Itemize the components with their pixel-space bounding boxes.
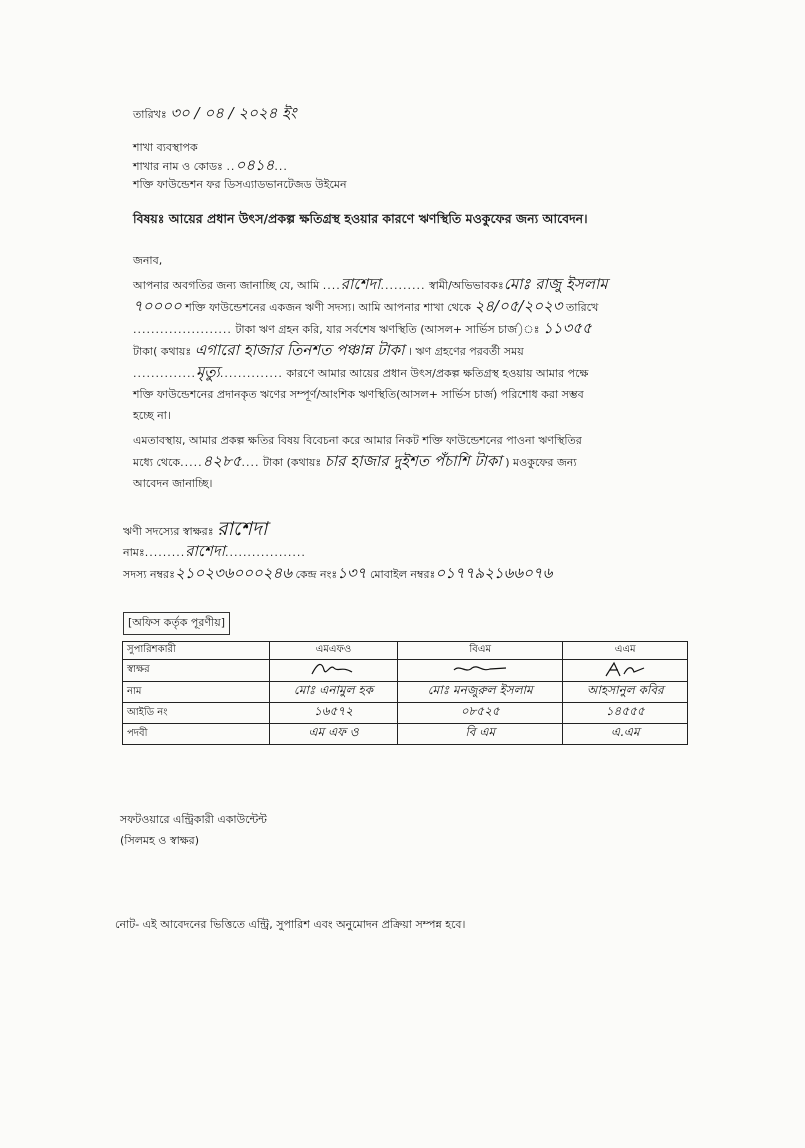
signature-cell [397,660,563,682]
office-use-label: [অফিস কর্তৃক পূরণীয়] [123,612,230,635]
request-text: আবেদন জানাচ্ছি। [133,477,213,490]
request-text: মধ্যে থেকে [133,456,181,469]
signature-scribble-icon [450,660,510,678]
body-text: কারণে আমার আয়ের প্রধান উৎস/প্রকল্প ক্ষতিগ্রস্থ হওয়ায় আমার পক্ষে [286,367,589,380]
branch-code: ০৪১৪ [235,156,275,174]
center-label: কেন্দ্র নংঃ [295,568,338,581]
branch-label: শাখার নাম ও কোডঃ [133,160,223,173]
date-label: তারিখঃ [133,108,167,121]
body-text: শক্তি ফাউন্ডেশনের প্রদানকৃত ঋণের সম্পূর্ণ/আংশিক ঋণস্থিতি(আসল+ সার্ভিস চার্জ) পরিশোধ করা সম্ভব [133,388,584,401]
date-value: ৩০ / ০৪ / ২০২৪ ইং [170,104,297,122]
applicant-name: রাশেদা [340,275,381,293]
waiver-amount: ৪২৮৫ [202,452,242,470]
id-cell: ১৪৫৫৫ [563,703,688,724]
outstanding-amount: ১১৩৫৫ [543,319,592,337]
member-details-line [123,566,552,582]
recipient: শাখা ব্যবস্থাপক [133,141,198,154]
member-no-value: ২১০২৩৬০০০২৪৬ [174,564,292,582]
member-name-line: নামঃ.........রাশেদা.................. [123,542,306,560]
request-paragraph: এমতাবস্থায়, আমার প্রকল্প ক্ষতির বিষয় বিবেচনা করে আমার নিকট শক্তি ফাউন্ডেশনের পাওনা ঋণস্থিতির মধ্যে থেকে.....৪২৮৫.... টাকা (কথায়ঃ চার হাজার দুইশত পঁচাশি টাকা ) মওকুফের জন্য আবেদন জানাচ্ছি। [133,430,673,494]
body-text: শক্তি ফাউন্ডেশনের একজন ঋণী সদস্য। আমি আপনার শাখা থেকে [185,301,471,314]
member-no-label: সদস্য নম্বরঃ [123,568,175,581]
date-line [133,106,296,122]
id-cell: ১৬৫৭২ [270,703,398,724]
loan-date: ২৪/০৫/২০২৩ [474,297,563,315]
table-row [123,724,688,745]
designation-cell: এম এফ ও [270,724,398,745]
row-label: নাম [123,682,270,703]
header-cell: এএম [563,642,688,660]
header-cell: এমএফও [270,642,398,660]
guardian-label: স্বামী/অভিভাবকঃ [428,279,504,292]
designation-cell: বি এম [397,724,563,745]
name-label: নামঃ [123,546,145,559]
mobile-label: মোবাইল নম্বরঃ [369,568,436,581]
body-text: টাকা ঋণ গ্রহন করি, যার সর্বশেষ ঋণস্থিতি (আসল+ সার্ভিস চার্জ)ঃ [235,323,540,336]
table-row [123,660,688,682]
accountant-seal-label: (সিলমহ ও স্বাক্ষর) [120,834,200,847]
table-row [123,682,688,703]
signature-cell [563,660,688,682]
row-label: আইডি নং [123,703,270,724]
body-text: আপনার অবগতির জন্য জানাচ্ছি যে, আমি [133,279,320,292]
signature-cell [270,660,398,682]
header-cell: সুপারিশকারী [123,642,270,660]
body-paragraph: আপনার অবগতির জন্য জানাচ্ছি যে, আমি ....রাশেদা.......... স্বামী/অভিভাবকঃমোঃ রাজু ইসলাম ৭০০০০ শক্তি ফাউন্ডেশনের একজন ঋণী সদস্য। আমি আপনার শাখা থেকে ২৪/০৫/২০২৩ তারিখে ...................... টাকা ঋণ গ্রহন করি, যার সর্বশেষ ঋণস্থিতি (আসল+ সার্ভিস চার্জ)ঃ ১১৩৫৫ টাকা( কথায়ঃ এগারো হাজার তিনশত পঞ্চান্ন টাকা । ঋণ গ্রহণের পরবর্তী সময় ..............মৃত্যু.............. কারণে আমার আয়ের প্রধান উৎস/প্রকল্প ক্ষতিগ্রস্থ হওয়ায় আমার পক্ষে শক্তি ফাউন্ডেশনের প্রদানকৃত ঋণের সম্পূর্ণ/আংশিক ঋণস্থিতি(আসল+ সার্ভিস চার্জ) পরিশোধ করা সম্ভব হচ্ছে না। [133,274,673,426]
salutation: জনাব, [133,254,163,267]
designation-cell: এ.এম [563,724,688,745]
body-text: । ঋণ গ্রহণের পরবর্তী সময় [407,345,524,358]
guardian-name: মোঃ রাজু ইসলাম [503,275,608,293]
amount-in-words: এগারো হাজার তিনশত পঞ্চান্ন টাকা [194,341,405,359]
body-text: তারিখে [566,301,599,314]
office-table [122,641,688,745]
signature-scribble-icon [308,660,358,678]
accountant-label: সফটওয়ারে এন্ট্রিকারী একাউন্টেন্ট [120,813,267,826]
row-label: স্বাক্ষর [123,660,270,682]
body-text: হচ্ছে না। [133,409,171,422]
name-cell: মোঃ এনামুল হক [270,682,398,703]
loss-reason: মৃত্যু [195,363,220,381]
header-cell: বিএম [397,642,563,660]
table-header-row [123,642,688,660]
name-cell: মোঃ মনজুরুল ইসলাম [397,682,563,703]
member-number-text: ৭০০০০ [133,297,182,315]
signature-scribble-icon [600,660,650,678]
branch-line: শাখার নাম ও কোডঃ ..০৪১৪... [133,156,288,174]
footer-note: নোট- এই আবেদনের ভিত্তিতে এন্ট্রি, সুপারিশ এবং অনুমোদন প্রক্রিয়া সম্পন্ন হবে। [115,918,466,931]
request-text: এমতাবস্থায়, আমার প্রকল্প ক্ষতির বিষয় বিবেচনা করে আমার নিকট শক্তি ফাউন্ডেশনের পাওনা ঋণস্থিতির [133,434,582,447]
name-cell: আহসানুল কবির [563,682,688,703]
member-signature-line [123,518,268,540]
row-label: পদবী [123,724,270,745]
request-text: ) মওকুফের জন্য [505,456,577,469]
mobile-value: ০১৭৭৯২১৬৬০৭৬ [435,564,553,582]
subject-line: বিষয়ঃ আয়ের প্রধান উৎস/প্রকল্প ক্ষতিগ্রস্থ হওয়ার কারণে ঋণস্থিতি মওকুফের জন্য আবেদন। [133,211,588,226]
request-text: টাকা (কথায়ঃ [263,456,322,469]
waiver-amount-words: চার হাজার দুইশত পঁচাশি টাকা [324,452,502,470]
signature-label: ঋণী সদস্যের স্বাক্ষরঃ [123,525,214,538]
center-value: ১৩৭ [337,564,367,582]
organization-name: শক্তি ফাউন্ডেশন ফর ডিসএ্যাডভানটেজড উইমেন [133,178,347,191]
body-text: টাকা( কথায়ঃ [133,345,192,358]
id-cell: ০৮৫২৫ [397,703,563,724]
member-signature: রাশেদা [217,518,268,540]
table-row [123,703,688,724]
member-name: রাশেদা [185,542,225,560]
